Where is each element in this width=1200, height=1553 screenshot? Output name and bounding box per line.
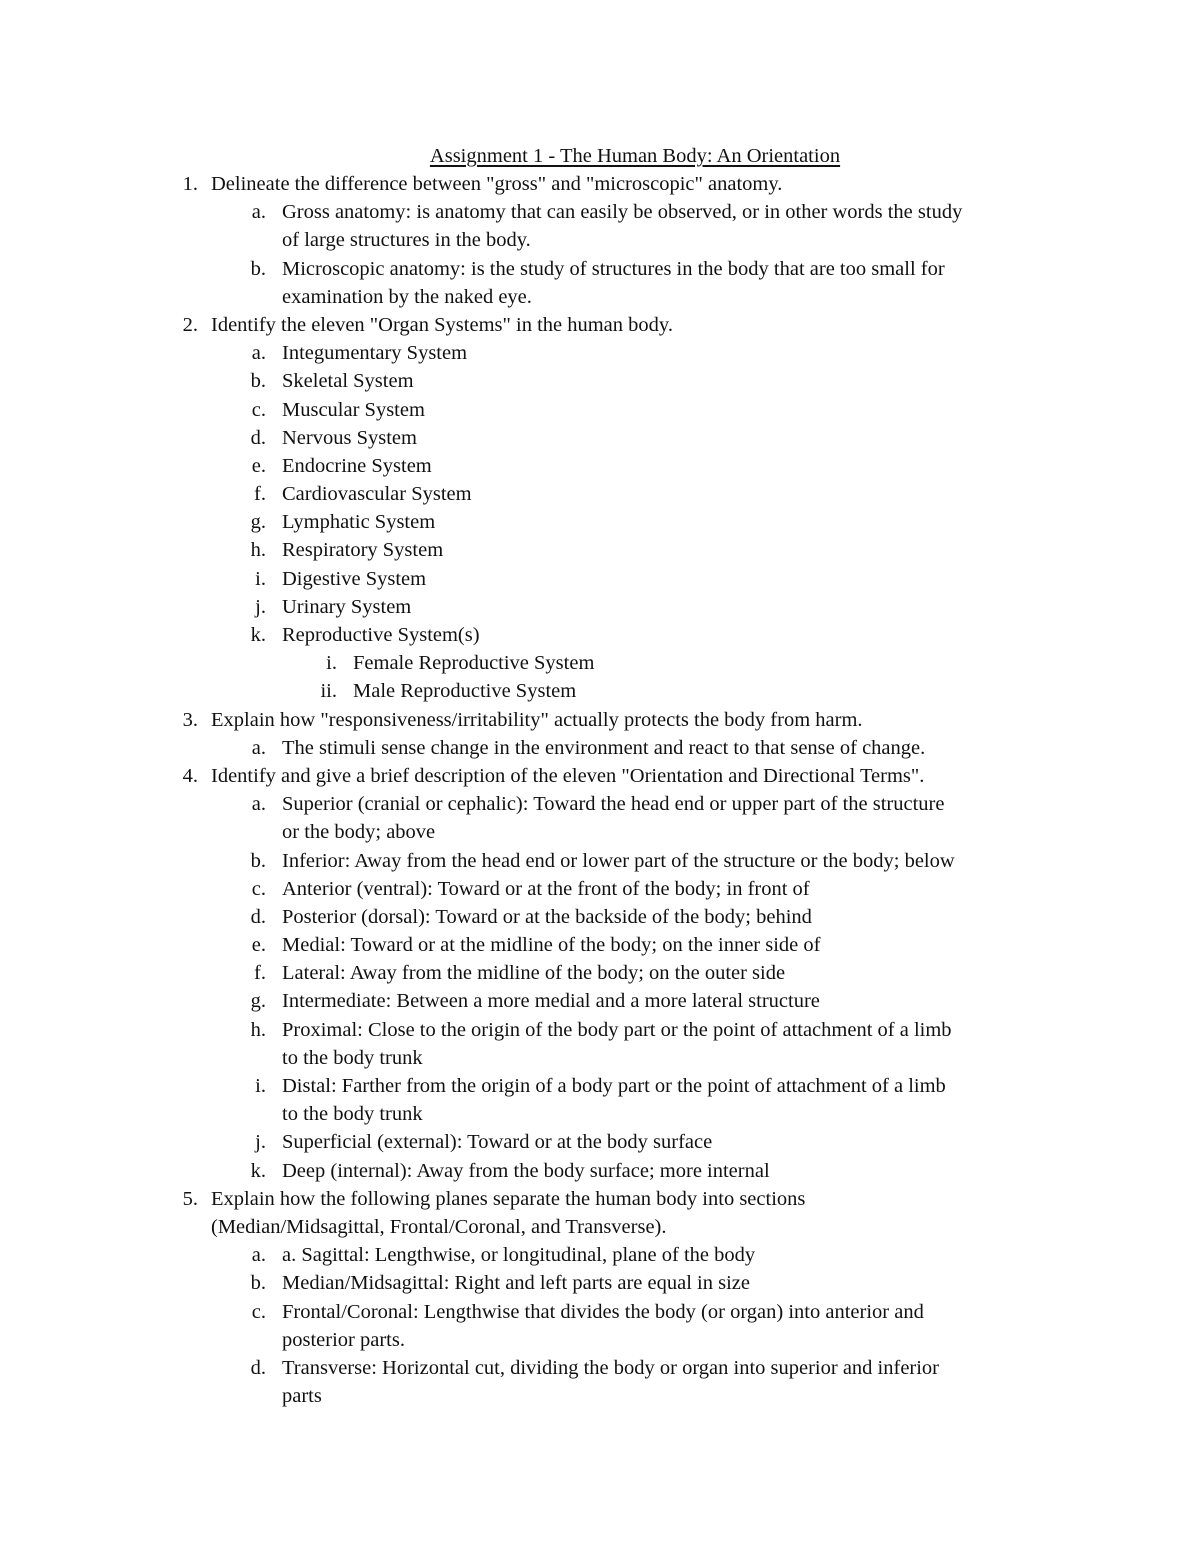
list-marker: a.	[251, 736, 266, 759]
list-item	[0, 1128, 1200, 1156]
list-item	[0, 565, 1200, 593]
list-item-text: Explain how the following planes separate the human body into sections	[211, 1187, 806, 1210]
list-item	[0, 452, 1200, 480]
list-marker: i.	[255, 1075, 266, 1097]
list-item-text: or the body; above	[282, 821, 436, 844]
list-item	[0, 903, 1200, 931]
list-marker: 5.	[182, 1187, 198, 1210]
list-item	[0, 1298, 1200, 1326]
list-marker: 1.	[182, 173, 198, 195]
list-item-text: The stimuli sense change in the environment and react to that sense of change.	[282, 736, 926, 759]
list-item	[0, 734, 1200, 762]
list-item-text: Urinary System	[282, 595, 412, 618]
list-marker: a.	[251, 1244, 266, 1267]
list-item-text: Endocrine System	[282, 454, 432, 477]
list-item	[0, 649, 1200, 677]
list-marker: g.	[250, 511, 266, 534]
document-body	[0, 170, 1200, 1410]
list-marker: k.	[250, 624, 266, 646]
list-item	[0, 818, 1200, 846]
list-item-text: Respiratory System	[282, 539, 444, 562]
list-item-text: Deep (internal): Away from the body surface; more internal	[282, 1159, 770, 1182]
list-marker: c.	[251, 398, 266, 421]
list-marker: g.	[250, 990, 266, 1013]
list-item-text: Lateral: Away from the midline of the body; on the outer side	[282, 962, 786, 985]
list-item-text: examination by the naked eye.	[282, 285, 532, 308]
list-item	[0, 593, 1200, 621]
list-marker: a.	[251, 342, 266, 365]
list-marker: e.	[251, 454, 266, 477]
list-item-text: Superficial (external): Toward or at the body surface	[282, 1131, 713, 1154]
list-item-text: Lymphatic System	[282, 511, 436, 534]
list-item	[0, 790, 1200, 818]
list-item-text: of large structures in the body.	[282, 229, 531, 252]
list-marker: c.	[251, 877, 266, 900]
list-item	[0, 480, 1200, 508]
list-item-text: Transverse: Horizontal cut, dividing the body or organ into superior and inferior	[282, 1356, 940, 1379]
list-item	[0, 1382, 1200, 1410]
list-item-text: Nervous System	[282, 426, 417, 449]
list-item	[0, 1157, 1200, 1185]
list-marker: 3.	[182, 708, 198, 731]
list-item-text: Gross anatomy: is anatomy that can easily be observed, or in other words the study	[282, 201, 963, 224]
list-item	[0, 170, 1200, 198]
list-marker: b.	[250, 849, 266, 872]
list-item	[0, 875, 1200, 903]
list-item-text: Median/Midsagittal: Right and left parts are equal in size	[282, 1272, 750, 1295]
list-item-text: Female Reproductive System	[353, 652, 595, 675]
list-item	[0, 1326, 1200, 1354]
list-marker: e.	[251, 934, 266, 957]
list-item	[0, 677, 1200, 705]
list-item-text: Microscopic anatomy: is the study of structures in the body that are too small for	[282, 257, 945, 280]
list-marker: j.	[255, 595, 266, 618]
list-item	[0, 1072, 1200, 1100]
list-item	[0, 283, 1200, 311]
list-item-text: Medial: Toward or at the midline of the body; on the inner side of	[282, 934, 821, 957]
list-item-text: Delineate the difference between "gross" and "microscopic" anatomy.	[211, 173, 783, 195]
list-item-text: Reproductive System(s)	[282, 624, 480, 646]
list-item	[0, 1100, 1200, 1128]
list-item-text: Inferior: Away from the head end or lower part of the structure or the body; below	[282, 849, 955, 872]
list-item	[0, 424, 1200, 452]
list-marker: h.	[250, 539, 266, 562]
list-item-text: posterior parts.	[282, 1328, 405, 1351]
list-item	[0, 1185, 1200, 1213]
list-item-text: (Median/Midsagittal, Frontal/Coronal, and Transverse).	[211, 1215, 667, 1238]
list-marker: b.	[250, 370, 266, 393]
list-item	[0, 311, 1200, 339]
list-item	[0, 987, 1200, 1015]
list-item	[0, 706, 1200, 734]
list-item-text: to the body trunk	[282, 1046, 423, 1069]
list-item-text: Anterior (ventral): Toward or at the front of the body; in front of	[282, 877, 810, 900]
list-marker: a.	[251, 201, 266, 224]
list-item-text: Explain how "responsiveness/irritability" actually protects the body from harm.	[211, 708, 863, 731]
list-marker: i.	[326, 652, 337, 675]
list-marker: f.	[254, 483, 266, 506]
list-item	[0, 621, 1200, 649]
list-item	[0, 396, 1200, 424]
list-item	[0, 959, 1200, 987]
list-marker: 2.	[182, 313, 198, 336]
list-item-text: Cardiovascular System	[282, 483, 472, 506]
list-item	[0, 367, 1200, 395]
list-item	[0, 1354, 1200, 1382]
list-item	[0, 255, 1200, 283]
list-item-text: Muscular System	[282, 398, 425, 421]
list-item	[0, 1269, 1200, 1297]
list-item	[0, 1016, 1200, 1044]
list-item-text: to the body trunk	[282, 1103, 423, 1126]
document-title	[0, 142, 1200, 170]
list-marker: i.	[255, 567, 266, 590]
list-item-text: Intermediate: Between a more medial and a more lateral structure	[282, 990, 820, 1013]
list-marker: d.	[250, 1356, 266, 1379]
list-item	[0, 1213, 1200, 1241]
list-item	[0, 847, 1200, 875]
list-marker: j.	[255, 1131, 266, 1154]
list-item-text: Male Reproductive System	[353, 680, 577, 703]
list-item	[0, 931, 1200, 959]
list-item	[0, 762, 1200, 790]
list-item-text: Posterior (dorsal): Toward or at the backside of the body; behind	[282, 905, 812, 928]
list-item	[0, 198, 1200, 226]
document-title-text: Assignment 1 - The Human Body: An Orientation	[429, 145, 841, 167]
list-marker: b.	[250, 257, 266, 280]
list-marker: 4.	[182, 764, 198, 787]
list-marker: f.	[254, 962, 266, 985]
list-item-text: Superior (cranial or cephalic): Toward the head end or upper part of the structure	[282, 793, 945, 816]
list-item-text: a. Sagittal: Lengthwise, or longitudinal, plane of the body	[282, 1244, 756, 1267]
list-marker: c.	[251, 1300, 266, 1323]
list-marker: ii.	[320, 680, 337, 703]
list-item-text: Distal: Farther from the origin of a body part or the point of attachment of a limb	[282, 1075, 946, 1097]
list-item	[0, 226, 1200, 254]
list-item-text: parts	[282, 1385, 322, 1408]
list-item-text: Digestive System	[282, 567, 427, 590]
list-marker: a.	[251, 793, 266, 816]
list-item	[0, 1241, 1200, 1269]
list-item	[0, 536, 1200, 564]
list-item	[0, 339, 1200, 367]
list-item-text: Integumentary System	[282, 342, 468, 365]
list-marker: b.	[250, 1272, 266, 1295]
list-item-text: Identify the eleven "Organ Systems" in the human body.	[211, 313, 673, 336]
list-marker: d.	[250, 905, 266, 928]
list-item-text: Identify and give a brief description of the eleven "Orientation and Directional Terms".	[211, 764, 925, 787]
list-item-text: Skeletal System	[282, 370, 414, 393]
list-marker: h.	[250, 1018, 266, 1041]
list-item-text: Proximal: Close to the origin of the body part or the point of attachment of a limb	[282, 1018, 952, 1041]
list-marker: d.	[250, 426, 266, 449]
list-item-text: Frontal/Coronal: Lengthwise that divides the body (or organ) into anterior and	[282, 1300, 924, 1323]
list-item	[0, 508, 1200, 536]
list-marker: k.	[250, 1159, 266, 1182]
list-item	[0, 1044, 1200, 1072]
